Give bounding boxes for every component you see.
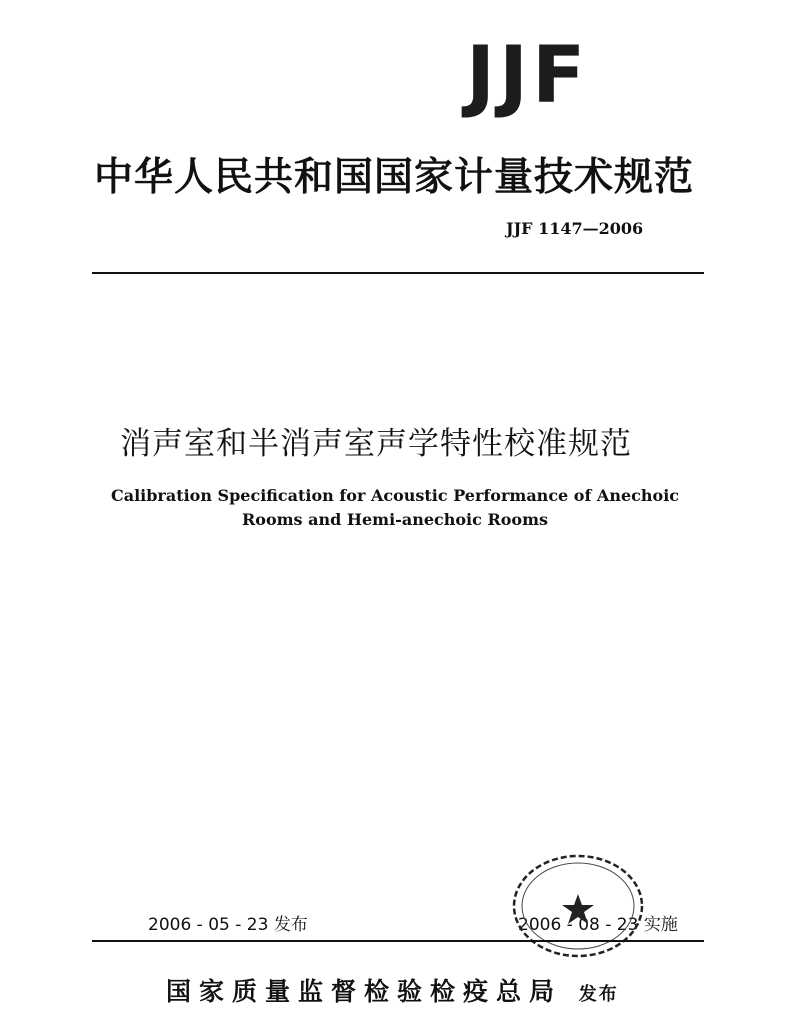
publisher-name: 国家质量监督检验检疫总局 <box>166 977 563 1006</box>
title-en-line-1: Calibration Specification for Acoustic Performance of Anechoic <box>110 486 680 505</box>
document-title-cn: 消声室和半消声室声学特性校准规范 <box>120 426 632 462</box>
publisher <box>166 972 619 1008</box>
bottom-divider <box>92 940 704 942</box>
standard-number: JJF 1147—2006 <box>506 219 644 238</box>
document-title-en <box>110 484 680 532</box>
publisher-suffix: 发布 <box>578 984 619 1005</box>
implementation-date: 2006 - 08 - 23 实施 <box>518 915 678 935</box>
series-title: 中华人民共和国国家计量技术规范 <box>94 154 695 200</box>
top-divider <box>92 272 704 274</box>
logo-text: JJF <box>466 36 666 116</box>
title-en-line-2: Rooms and Hemi-anechoic Rooms <box>241 510 549 529</box>
jjf-logo <box>466 31 666 121</box>
issue-date: 2006 - 05 - 23 发布 <box>148 915 308 935</box>
seal-star-icon <box>562 894 594 924</box>
